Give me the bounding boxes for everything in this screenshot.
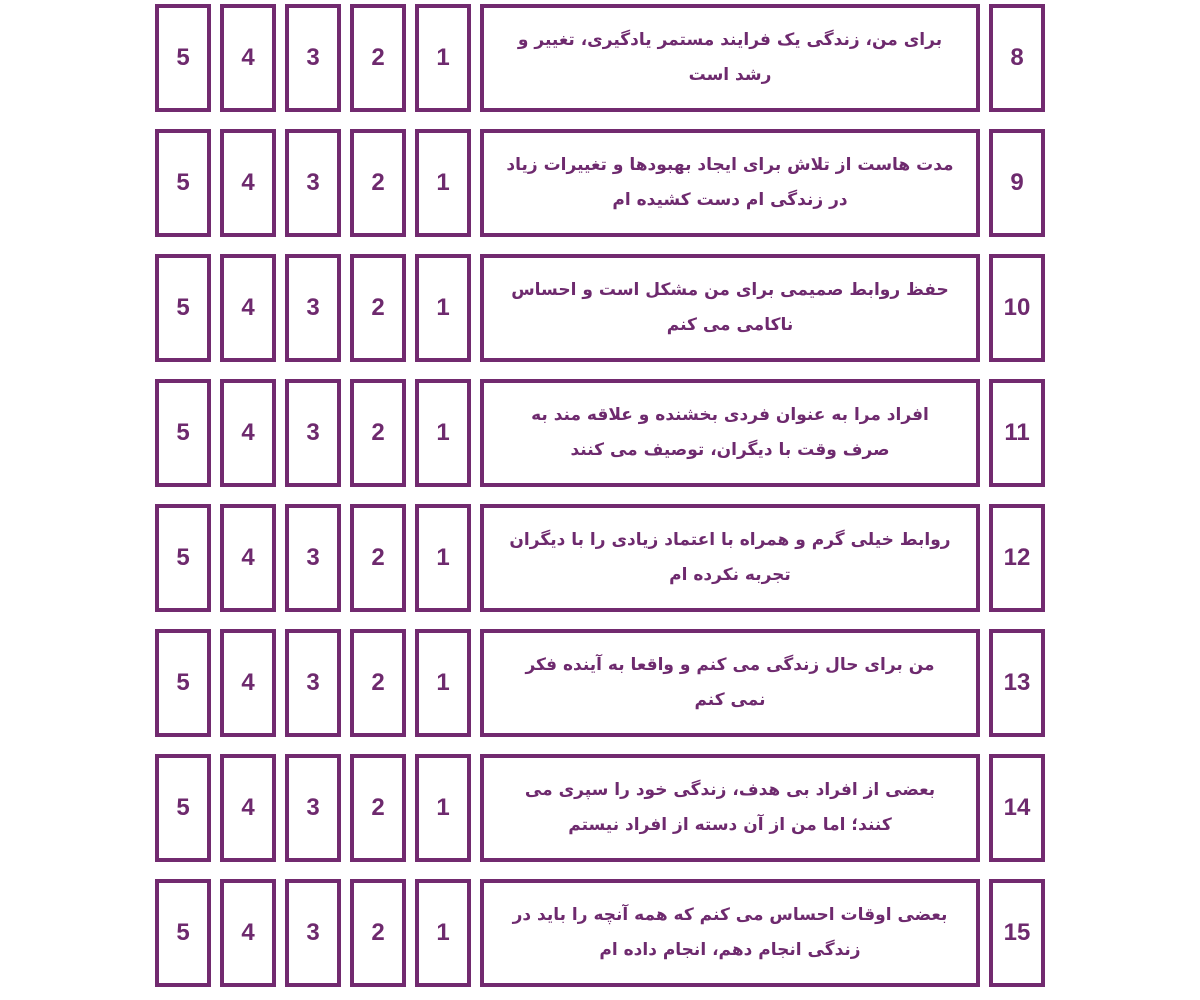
table-row [0, 375, 1200, 491]
option-3-cell[interactable]: 3 [285, 254, 341, 362]
table-row [0, 500, 1200, 616]
row-index-cell: 15 [989, 879, 1045, 987]
row-index-cell: 8 [989, 4, 1045, 112]
statement-cell: بعضی اوقات احساس می کنم که همه آنچه را باید در زندگی انجام دهم، انجام داده ام [480, 879, 980, 987]
option-1-cell[interactable]: 1 [415, 379, 471, 487]
statement-cell: روابط خیلی گرم و همراه با اعتماد زیادی را با دیگران تجربه نکرده ام [480, 504, 980, 612]
option-1-cell[interactable]: 1 [415, 129, 471, 237]
option-5-cell[interactable]: 5 [155, 4, 211, 112]
option-2-cell[interactable]: 2 [350, 754, 406, 862]
option-4-cell[interactable]: 4 [220, 254, 276, 362]
table-row [0, 125, 1200, 241]
option-1-cell[interactable]: 1 [415, 254, 471, 362]
option-1-cell[interactable]: 1 [415, 504, 471, 612]
option-4-cell[interactable]: 4 [220, 129, 276, 237]
option-2-cell[interactable]: 2 [350, 879, 406, 987]
row-index-cell: 12 [989, 504, 1045, 612]
option-3-cell[interactable]: 3 [285, 504, 341, 612]
option-3-cell[interactable]: 3 [285, 754, 341, 862]
option-2-cell[interactable]: 2 [350, 629, 406, 737]
statement-cell: مدت هاست از تلاش برای ایجاد بهبودها و تغییرات زیاد در زندگی ام دست کشیده ام [480, 129, 980, 237]
option-2-cell[interactable]: 2 [350, 4, 406, 112]
option-4-cell[interactable]: 4 [220, 629, 276, 737]
option-3-cell[interactable]: 3 [285, 129, 341, 237]
table-row [0, 250, 1200, 366]
statement-cell: حفظ روابط صمیمی برای من مشکل است و احساس ناکامی می کنم [480, 254, 980, 362]
table-row [0, 0, 1200, 116]
option-3-cell[interactable]: 3 [285, 629, 341, 737]
option-4-cell[interactable]: 4 [220, 4, 276, 112]
option-3-cell[interactable]: 3 [285, 879, 341, 987]
option-3-cell[interactable]: 3 [285, 4, 341, 112]
option-5-cell[interactable]: 5 [155, 629, 211, 737]
option-4-cell[interactable]: 4 [220, 879, 276, 987]
option-5-cell[interactable]: 5 [155, 754, 211, 862]
option-2-cell[interactable]: 2 [350, 254, 406, 362]
option-5-cell[interactable]: 5 [155, 254, 211, 362]
row-index-cell: 10 [989, 254, 1045, 362]
option-1-cell[interactable]: 1 [415, 629, 471, 737]
row-index-cell: 13 [989, 629, 1045, 737]
option-1-cell[interactable]: 1 [415, 754, 471, 862]
option-4-cell[interactable]: 4 [220, 379, 276, 487]
option-2-cell[interactable]: 2 [350, 379, 406, 487]
option-1-cell[interactable]: 1 [415, 879, 471, 987]
statement-cell: من برای حال زندگی می کنم و واقعا به آینده فکر نمی کنم [480, 629, 980, 737]
row-index-cell: 11 [989, 379, 1045, 487]
statement-cell: برای من، زندگی یک فرایند مستمر یادگیری، تغییر و رشد است [480, 4, 980, 112]
option-5-cell[interactable]: 5 [155, 504, 211, 612]
row-index-cell: 14 [989, 754, 1045, 862]
table-row [0, 625, 1200, 741]
row-index-cell: 9 [989, 129, 1045, 237]
option-2-cell[interactable]: 2 [350, 129, 406, 237]
option-5-cell[interactable]: 5 [155, 879, 211, 987]
option-2-cell[interactable]: 2 [350, 504, 406, 612]
option-4-cell[interactable]: 4 [220, 754, 276, 862]
statement-cell: افراد مرا به عنوان فردی بخشنده و علاقه مند به صرف وقت با دیگران، توصیف می کنند [480, 379, 980, 487]
option-5-cell[interactable]: 5 [155, 129, 211, 237]
table-row [0, 875, 1200, 991]
option-5-cell[interactable]: 5 [155, 379, 211, 487]
option-4-cell[interactable]: 4 [220, 504, 276, 612]
option-1-cell[interactable]: 1 [415, 4, 471, 112]
statement-cell: بعضی از افراد بی هدف، زندگی خود را سپری می کنند؛ اما من از آن دسته از افراد نیستم [480, 754, 980, 862]
table-row [0, 750, 1200, 866]
option-3-cell[interactable]: 3 [285, 379, 341, 487]
